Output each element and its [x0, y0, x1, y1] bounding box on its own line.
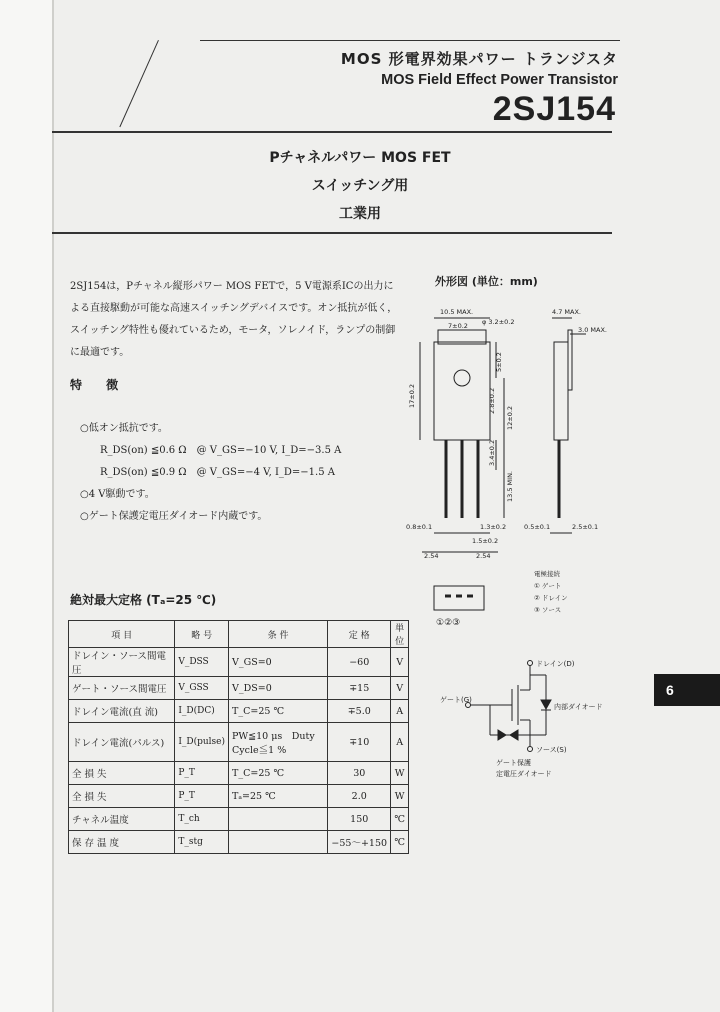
zener-diode-symbol	[510, 730, 518, 740]
pinout-body	[434, 586, 484, 610]
description-paragraph: 2SJ154は，Pチャネル縦形パワー MOS FETで，5 V電源系ICの出力による直接駆動が可能な高速スイッチングデバイスです。オン抵抗が低く，スイッチング特性も優れているため，モータ，ソレノイド，ランプの制御に最適です。	[70, 281, 398, 358]
row-item: チャネル温度	[69, 808, 175, 831]
row-item: 全 損 失	[69, 785, 175, 808]
row-item: 全 損 失	[69, 762, 175, 785]
header-divider	[52, 131, 612, 133]
part-number: 2SJ154	[492, 90, 616, 128]
gate-label: ゲート(G)	[440, 696, 472, 704]
package-body	[434, 342, 490, 440]
row-item: ドレイン電流(直 流)	[69, 700, 175, 723]
package-side	[554, 342, 568, 440]
row-condition: PW≦10 μs Duty Cycle≦1 %	[229, 723, 328, 762]
header-cell: 条 件	[229, 621, 328, 648]
table-row	[69, 700, 409, 723]
row-unit: W	[391, 762, 409, 785]
row-rating: ∓10	[328, 723, 391, 762]
row-condition: V_GS=0	[229, 648, 328, 677]
table-row	[69, 831, 409, 854]
dim-label: 10.5 MAX.	[440, 308, 474, 316]
header-rule	[200, 40, 620, 41]
table-header-row	[69, 621, 409, 648]
source-label: ソース(S)	[536, 746, 567, 754]
header-cell: 項 目	[69, 621, 175, 648]
dim-label: 2.8±0.2	[488, 387, 496, 414]
dim-label: 7±0.2	[448, 322, 468, 330]
dim-label: 5±0.2	[495, 352, 503, 372]
equivalent-circuit	[440, 655, 650, 785]
row-rating: 2.0	[328, 785, 391, 808]
package-outline-drawing	[400, 290, 630, 630]
dim-label: 2.5±0.1	[572, 523, 599, 531]
row-item: ゲート・ソース間電圧	[69, 677, 175, 700]
dim-label: 1.3±0.2	[480, 523, 507, 531]
table-row	[69, 677, 409, 700]
subtitle-line3: 工業用	[339, 206, 381, 222]
dim-label: 0.8±0.1	[406, 523, 433, 531]
row-item: ドレイン・ソース間電圧	[69, 648, 175, 677]
feature-item: ○4 V駆動です。	[80, 489, 155, 500]
package-side-tab	[568, 330, 572, 390]
dim-label: 4.7 MAX.	[552, 308, 581, 316]
header-cell: 単位	[391, 621, 409, 648]
pinout-numbers: ①②③	[436, 618, 461, 628]
table-row	[69, 762, 409, 785]
dim-label: 2.54	[476, 552, 491, 560]
dim-label: 1.5±0.2	[472, 537, 499, 545]
pin-legend-item: ② ドレイン	[534, 594, 568, 602]
ratings-heading: 絶対最大定格 (Tₐ=25 ℃)	[70, 593, 217, 607]
header-diagonal	[119, 40, 159, 127]
ratings-table	[68, 620, 409, 854]
mounting-hole	[454, 370, 470, 386]
dim-label: 2.54	[424, 552, 439, 560]
row-symbol: V_DSS	[175, 648, 229, 677]
row-unit: W	[391, 785, 409, 808]
body-diode-label: 内部ダイオード	[554, 703, 603, 711]
row-rating: 30	[328, 762, 391, 785]
dim-label: 13.5 MIN.	[506, 471, 514, 502]
dim-label: 3.4±0.2	[488, 439, 496, 466]
drain-terminal	[528, 661, 533, 666]
row-symbol: I_D(DC)	[175, 700, 229, 723]
drain-label: ドレイン(D)	[536, 660, 575, 668]
row-symbol: T_stg	[175, 831, 229, 854]
header-cell: 略 号	[175, 621, 229, 648]
row-item: 保 存 温 度	[69, 831, 175, 854]
page-section-tab: 6	[654, 674, 720, 706]
pin-legend-item: ① ゲート	[534, 582, 562, 590]
dim-label: 0.5±0.1	[524, 523, 551, 531]
dim-label: 12±0.2	[506, 405, 514, 430]
pin-legend-title: 電極接続	[534, 570, 560, 578]
dim-label: 3.0 MAX.	[578, 326, 607, 334]
table-row	[69, 808, 409, 831]
row-rating: −55～+150	[328, 831, 391, 854]
row-unit: A	[391, 700, 409, 723]
row-rating: −60	[328, 648, 391, 677]
features-heading: 特 徴	[70, 378, 129, 392]
dim-label: φ 3.2±0.2	[482, 318, 515, 326]
source-terminal	[528, 747, 533, 752]
row-symbol: T_ch	[175, 808, 229, 831]
dim-label: 17±0.2	[408, 383, 416, 408]
pin-legend-item: ③ ソース	[534, 606, 562, 614]
zener-diode-symbol	[498, 730, 506, 740]
gate-diode-label: ゲート保護	[496, 759, 531, 767]
row-symbol: P_T	[175, 785, 229, 808]
row-item: ドレイン電流(パルス)	[69, 723, 175, 762]
row-unit: ℃	[391, 808, 409, 831]
feature-item: ○低オン抵抗です。	[80, 423, 168, 434]
feature-item: ○ゲート保護定電圧ダイオード内蔵です。	[80, 511, 268, 522]
row-condition: Tₐ=25 ℃	[229, 785, 328, 808]
body-diode-symbol	[541, 700, 551, 709]
gate-diode-label: 定電圧ダイオード	[496, 770, 552, 778]
row-condition: V_DS=0	[229, 677, 328, 700]
table-row	[69, 648, 409, 677]
subtitle-line1: Pチャネルパワー MOS FET	[269, 150, 451, 166]
row-condition: T_C=25 ℃	[229, 700, 328, 723]
feature-item: R_DS(on) ≦0.9 Ω @ V_GS=−4 V, I_D=−1.5 A	[100, 467, 335, 478]
row-unit: V	[391, 648, 409, 677]
subtitle-divider	[52, 232, 612, 234]
feature-item: R_DS(on) ≦0.6 Ω @ V_GS=−10 V, I_D=−3.5 A	[100, 445, 342, 456]
title-japanese: MOS 形電界効果パワー トランジスタ	[340, 50, 618, 68]
row-condition	[229, 831, 328, 854]
row-unit: A	[391, 723, 409, 762]
row-condition	[229, 808, 328, 831]
row-rating: ∓15	[328, 677, 391, 700]
title-english: MOS Field Effect Power Transistor	[381, 72, 618, 88]
row-symbol: P_T	[175, 762, 229, 785]
subtitle-line2: スイッチング用	[311, 178, 409, 194]
row-rating: ∓5.0	[328, 700, 391, 723]
table-row	[69, 723, 409, 762]
outline-heading: 外形図 (単位：mm)	[435, 275, 538, 288]
row-rating: 150	[328, 808, 391, 831]
row-unit: V	[391, 677, 409, 700]
header-cell: 定 格	[328, 621, 391, 648]
row-symbol: V_GSS	[175, 677, 229, 700]
row-unit: ℃	[391, 831, 409, 854]
row-symbol: I_D(pulse)	[175, 723, 229, 762]
table-row	[69, 785, 409, 808]
row-condition: T_C=25 ℃	[229, 762, 328, 785]
